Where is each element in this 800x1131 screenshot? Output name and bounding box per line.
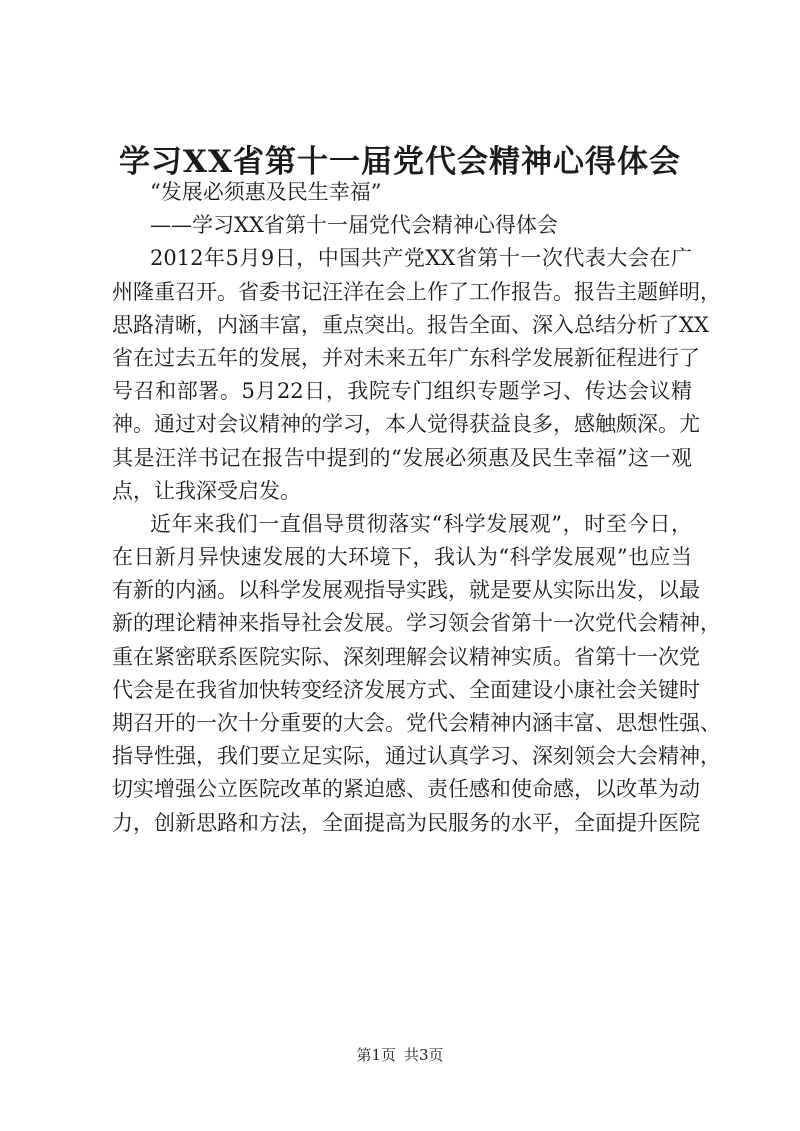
paragraph-line: 有新的内涵。以科学发展观指导实践，就是要从实际出发，以最 [112,578,700,603]
paragraph-line: 重在紧密联系医院实际、深刻理解会议精神实质。省第十一次党 [112,644,700,669]
paragraph-line: 其是汪洋书记在报告中提到的“发展必须惠及民生幸福”这一观 [112,445,692,470]
paragraph-line: 切实增强公立医院改革的紧迫感、责任感和使命感，以改革为动 [112,777,700,802]
paragraph-line: 在日新月异快速发展的大环境下，我认为“科学发展观”也应当 [112,545,692,570]
paragraph-line: 省在过去五年的发展，并对未来五年广东科学发展新征程进行了 [112,345,700,370]
paragraph-line: 神。通过对会议精神的学习，本人觉得获益良多，感触颇深。尤 [112,412,700,437]
page-footer [0,1045,800,1065]
page-total: 共3页 [404,1046,444,1064]
paragraph-line: 点，让我深受启发。 [112,478,301,503]
paragraph-line: 近年来我们一直倡导贯彻落实“科学发展观”，时至今日， [150,511,692,536]
paragraph-line: 号召和部署。5月22日，我院专门组织专题学习、传达会议精 [112,379,692,404]
document-title: 学习XX省第十一届党代会精神心得体会 [118,144,682,180]
paragraph-line: 思路清晰，内涵丰富，重点突出。报告全面、深入总结分析了XX [112,312,709,337]
paragraph-line: 代会是在我省加快转变经济发展方式、全面建设小康社会关键时 [112,677,700,702]
document-body [112,176,721,840]
paragraph-line: 期召开的一次十分重要的大会。党代会精神内涵丰富、思想性强、 [112,711,721,735]
page-number: 第1页 [356,1046,396,1064]
subtitle-dash: ——学习XX省第十一届党代会精神心得体会 [150,213,558,238]
paragraph-line: 力，创新思路和方法，全面提高为民服务的水平，全面提升医院 [112,810,700,835]
paragraph-line: 新的理论精神来指导社会发展。学习领会省第十一次党代会精神， [112,611,721,636]
paragraph-line: 州隆重召开。省委书记汪洋在会上作了工作报告。报告主题鲜明， [112,279,721,304]
subtitle-quote: “发展必须惠及民生幸福” [150,180,382,204]
paragraph-line: 指导性强，我们要立足实际，通过认真学习、深刻领会大会精神， [112,744,721,769]
paragraph-line: 2012年5月9日，中国共产党XX省第十一次代表大会在广 [150,246,692,271]
